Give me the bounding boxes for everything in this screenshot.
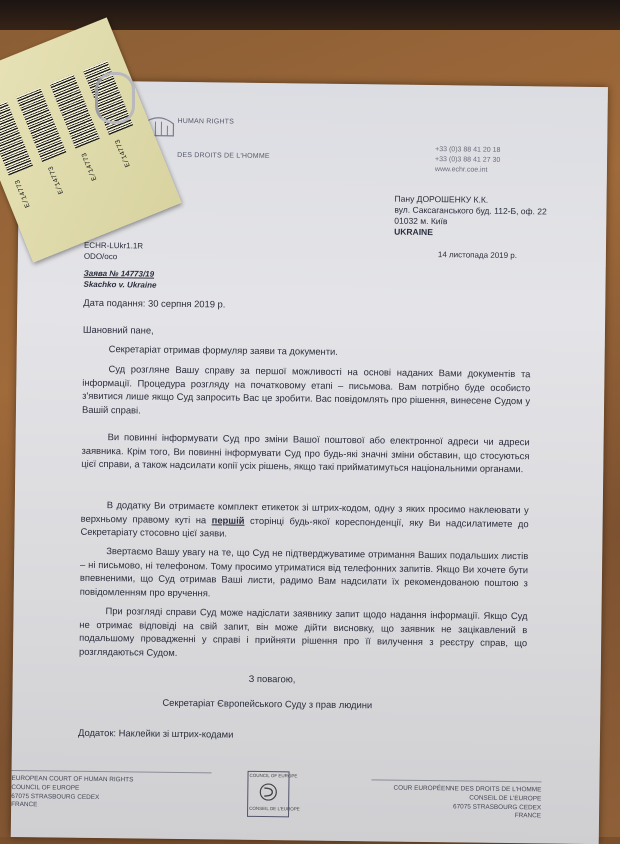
footer-left-line2: COUNCIL OF EUROPE [11,784,133,794]
council-of-europe-icon [258,782,278,802]
footer-divider-right [371,779,541,782]
logo-text-line2: DES DROITS DE L'HOMME [177,152,270,160]
footer-divider-left [12,770,212,773]
paragraph-4-text-a: В додатку Ви отримаєте комплект етикеток зі штрих-кодом, одну з яких просимо наклеювати у верхньому правому куті на [81,499,529,525]
barcode-label-1: E/14773 [14,178,32,208]
paragraph-4 [80,498,528,544]
paragraph-1 [83,342,531,361]
paragraph-3-text: Ви повинні інформувати Суд про зміни Вашої поштової або електронної адреси чи адреси заявника. Крім того, Ви повинні інформувати Суд про будь-які значні зміни обставин, що стосуються цієї справи, а також надсилати копії усіх рішень, якщо такі прийматимуться національними органами. [81,431,529,474]
salutation: Шановний пане, [83,324,154,336]
barcode-label-3: E/14773 [81,151,99,181]
fax-number: +33 (0)3 88 41 27 30 [435,155,500,166]
recipient-address [394,194,547,240]
recipient-name: Пану ДОРОШЕНКУ К.К. [395,194,547,207]
footer-right [373,784,541,821]
paragraph-4-text-c: сторінці будь-якої кореспонденції, яку Ви надсилатимете до Секретаріату стосовно цієї заяви. [80,514,528,538]
paragraph-2-text: Суд розгляне Вашу справу за першої можливості на основі наданих Вами документів та інформації. Процедура розгляду на початковому етапі – письмова. Вам потрібно буде особисто з'явитися лише якщо Суд запросить Вас це зробити. Вас повідомлять про рішення, винесене Судом у Вашій справі. [82,363,531,415]
paragraph-6 [79,604,528,664]
website: www.echr.coe.int [435,165,500,176]
footer-left-line3: 67075 STRASBOURG CEDEX [11,793,133,803]
footer-left-line1: EUROPEAN COURT OF HUMAN RIGHTS [11,775,133,785]
footer-right-line2: CONSEIL DE L'EUROPE [373,793,541,804]
application-number: Заява № 14773/19 [84,269,155,280]
closing: З повагою, [249,673,296,685]
paragraph-5 [80,544,529,604]
paragraph-3 [81,430,529,476]
emblem-top-text: COUNCIL OF EUROPE [249,773,297,779]
footer-right-line3: 67075 STRASBOURG CEDEX [373,802,541,813]
paragraph-1-text: Секретаріат отримав формуляр заяви та документи. [109,343,338,357]
emblem-bottom-text: CONSEIL DE L'EUROPE [249,806,300,812]
footer-left [11,775,133,812]
letter-date: 14 листопада 2019 р. [438,250,517,261]
reference-initials: ODO/oco [84,252,117,262]
filing-date: Дата подання: 30 серпня 2019 р. [83,297,225,310]
paper-clip [95,72,135,124]
footer-right-line1: COUR EUROPÉENNE DES DROITS DE L'HOMME [373,784,541,795]
recipient-country: UKRAINE [394,227,546,240]
paragraph-4-bold-word: першій [212,514,245,525]
paragraph-2 [82,362,531,422]
council-emblem [247,771,290,818]
paragraph-6-text: При розгляді справи Суд може надіслати заявнику запит щодо надання інформації. Якщо Суд не отримає відповіді на свій запит, він може дійти висновку, що заявник не зацікавлений в подальшому провадженні у справі і прийняти рішення про її вилучення з реєстру справ, що розглядаються Судом. [79,605,528,658]
logo-text-line1: HUMAN RIGHTS [177,118,234,126]
barcode-label-4: E/14773 [114,138,132,168]
enclosure: Додаток: Наклейки зі штрих-кодами [78,727,233,740]
case-name: Skachko v. Ukraine [83,280,156,291]
signature: Секретаріат Європейського Суду з прав людини [162,697,372,711]
phone-number: +33 (0)3 88 41 20 18 [435,145,500,156]
reference-code: ECHR-LUkr1.1R [84,241,143,252]
recipient-street: вул. Саксаганського буд. 112-Б, оф. 22 [394,205,546,218]
recipient-city: 01032 м. Київ [394,216,546,229]
footer-right-line4: FRANCE [373,811,541,822]
footer-left-line4: FRANCE [11,801,133,811]
paragraph-5-text: Звертаємо Вашу увагу на те, що Суд не підтверджуватиме отримання Ваших подальших листів – ні письмово, ні телефоном. Тому просимо утриматися від телефонних запитів. Якщо Ви хочете бути впевненими, що Суд отримав Ваші листи, радимо Вам надсилати їх рекомендованою поштою з повідомленням про вручення. [80,545,529,598]
contact-block [435,145,501,176]
barcode-label-2: E/14773 [47,165,65,195]
